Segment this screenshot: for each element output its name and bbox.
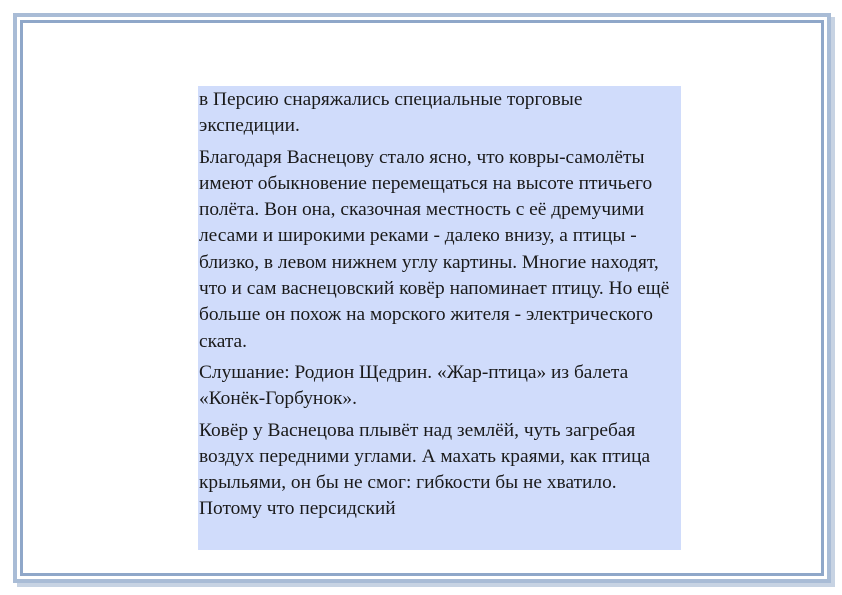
frame-shadow	[17, 583, 835, 587]
paragraph-1: в Персию снаряжались специальные торговые экспедиции.	[199, 89, 583, 137]
text-box	[198, 86, 681, 550]
paragraph-4: Ковёр у Васнецова плывёт над землёй, чуть загребая воздух передними углами. А махать краями, как птица крыльями, он бы не смог: гибкости бы не хватило. Потому что персидский	[199, 419, 651, 520]
frame-shadow	[831, 17, 835, 587]
paragraph-2: Благодаря Васнецову стало ясно, что ковры-самолёты имеют обыкновение перемещаться на высоте птичьего полёта. Вон она, сказочная местность с её дремучими лесами и широкими реками - далеко внизу, а птицы - близко, в левом нижнем углу картины. Многие находят, что и сам васнецовский ковёр напоминает птицу. Но ещё больше он похож на морского жителя - электрического ската.	[199, 146, 670, 352]
paragraph-3: Слушание: Родион Щедрин. «Жар-птица» из балета «Конёк-Горбунок».	[199, 361, 629, 410]
